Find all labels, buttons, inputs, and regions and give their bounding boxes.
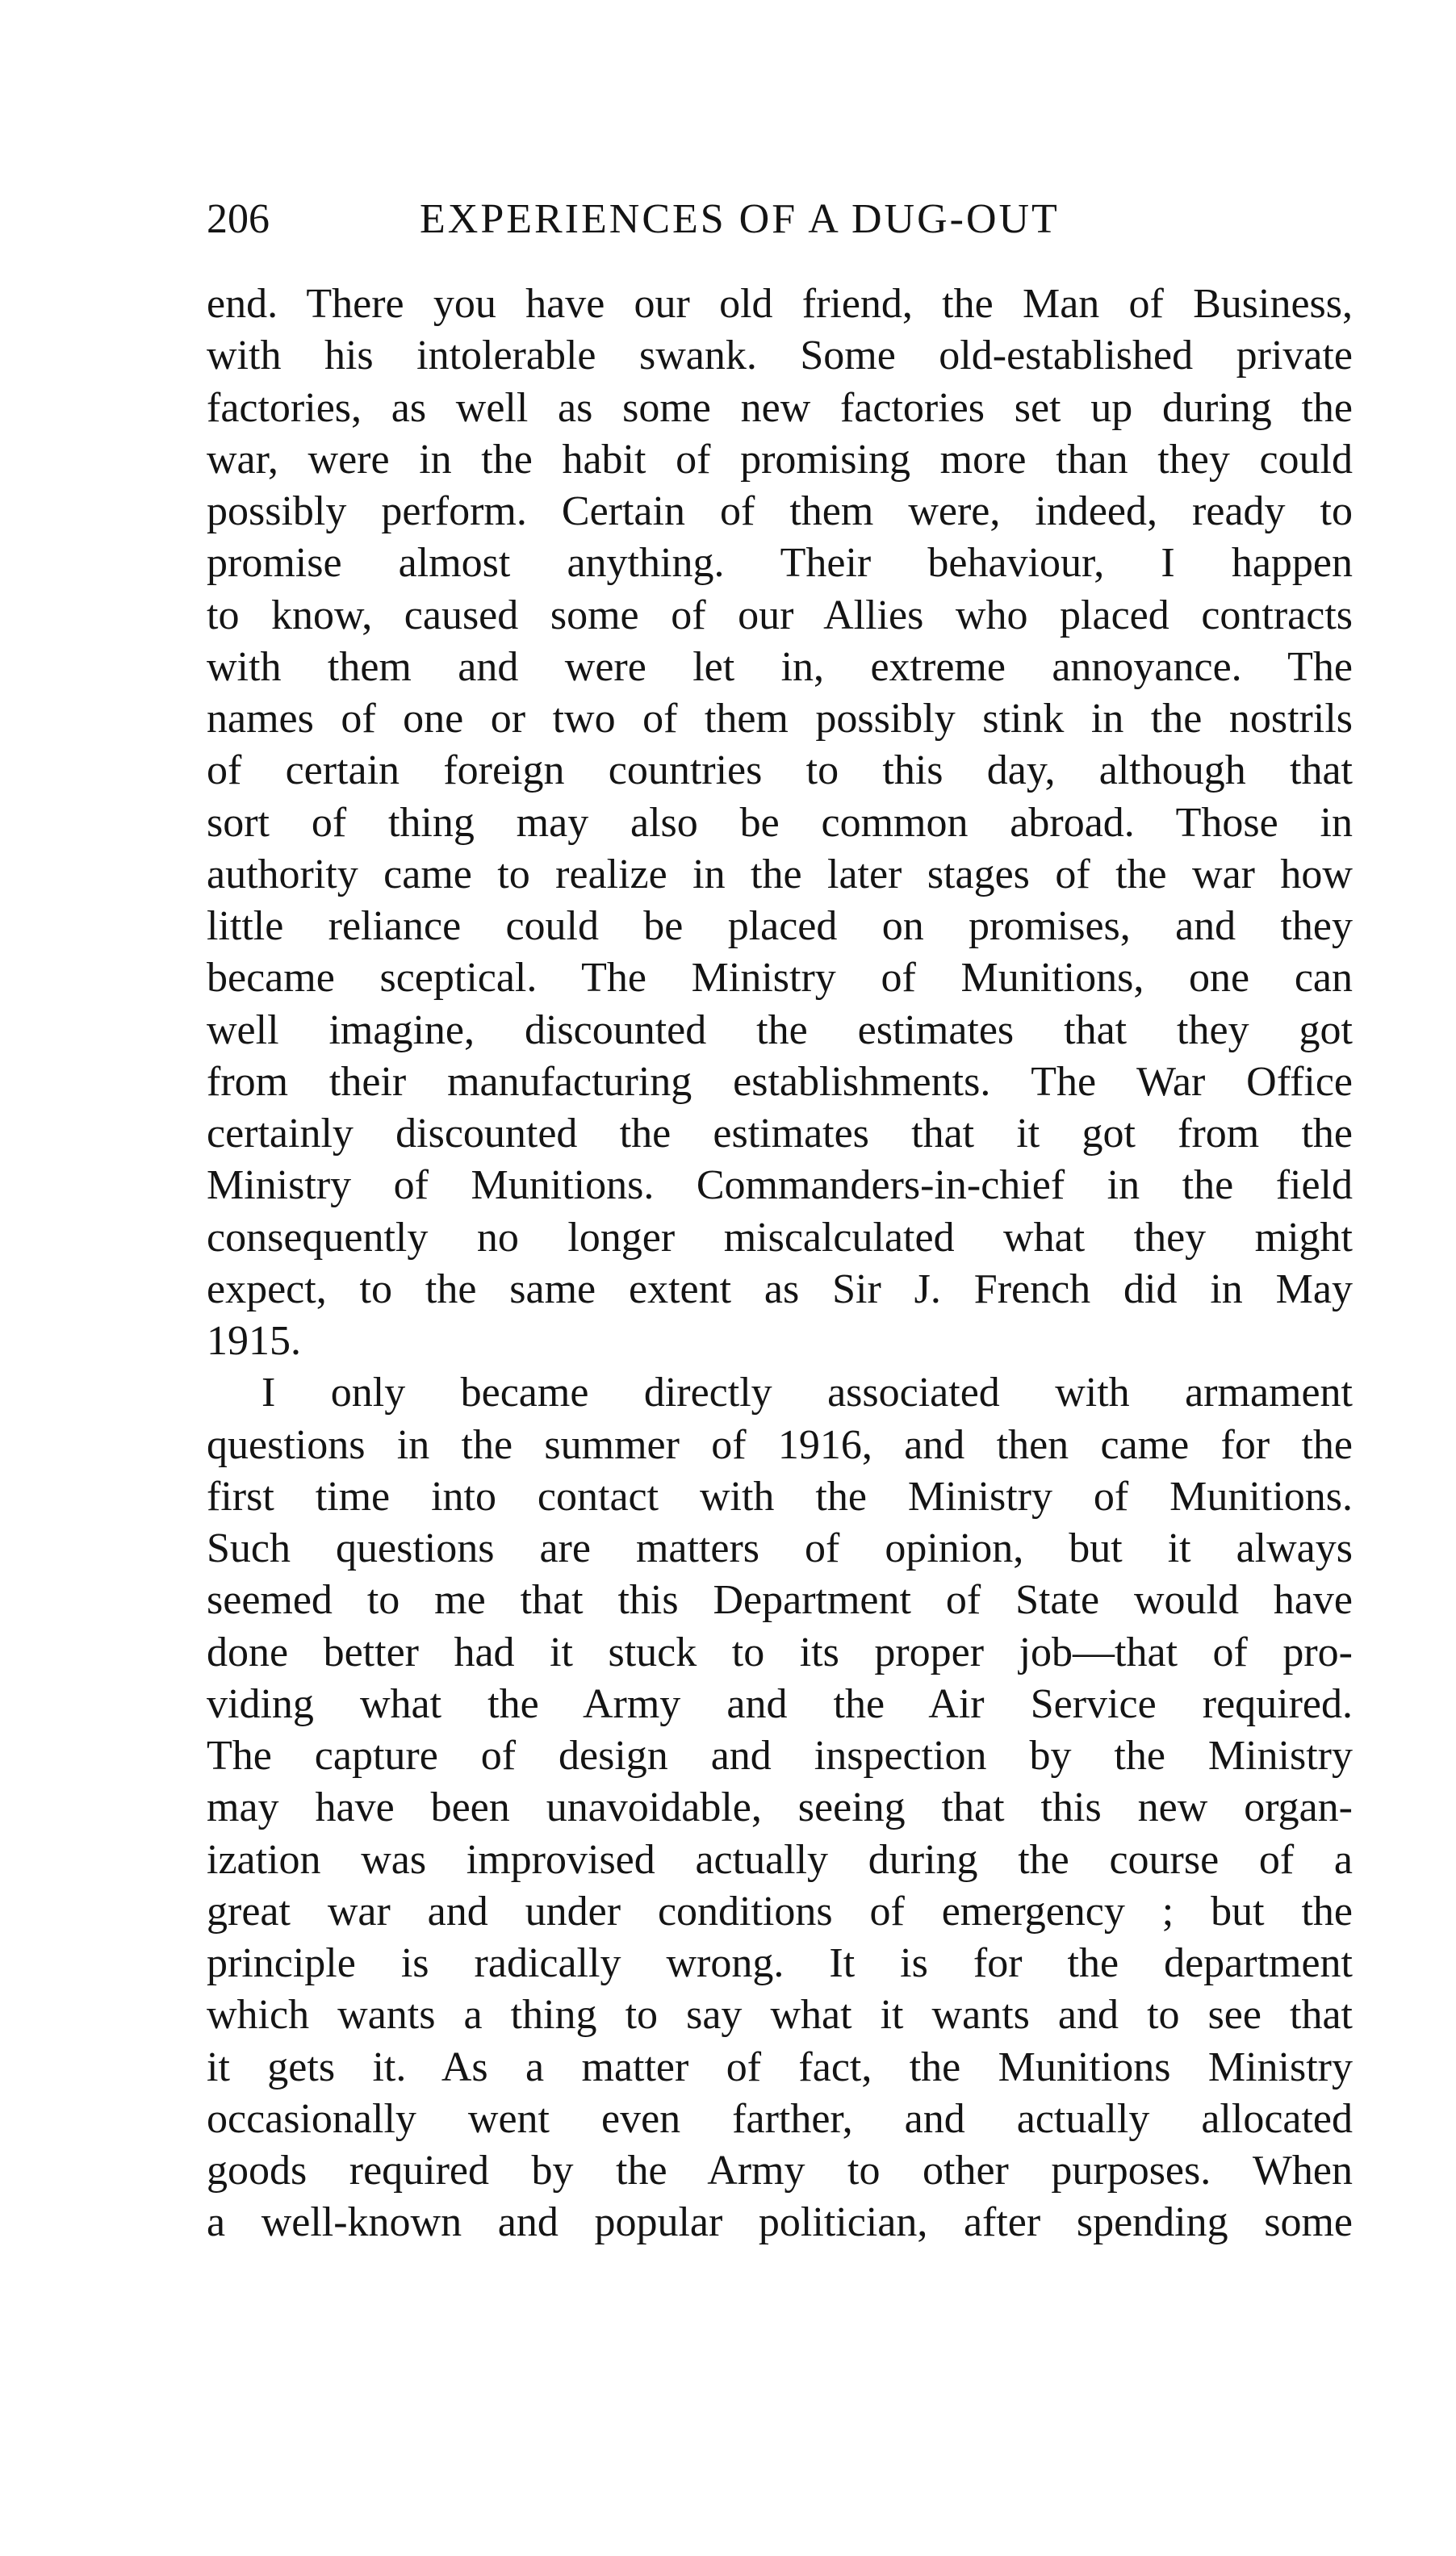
text-line: with his intolerable swank. Some old-established private bbox=[207, 333, 1353, 379]
text-line: promise almost anything. Their behaviour, I happen bbox=[207, 540, 1353, 587]
body-text bbox=[207, 278, 1353, 2249]
text-line: first time into contact with the Ministry of Munitions. bbox=[207, 1473, 1353, 1520]
text-line: viding what the Army and the Air Service required. bbox=[207, 1680, 1353, 1727]
text-line: Such questions are matters of opinion, but it always bbox=[207, 1525, 1353, 1571]
text-line: certainly discounted the estimates that it got from the bbox=[207, 1111, 1353, 1157]
text-line: authority came to realize in the later stages of the war how bbox=[207, 851, 1353, 897]
page-number: 206 bbox=[207, 196, 270, 242]
text-line: which wants a thing to say what it wants and to see that bbox=[207, 1992, 1353, 2039]
text-line: great war and under conditions of emergency ; but the bbox=[207, 1888, 1353, 1935]
text-line: little reliance could be placed on promises, and they bbox=[207, 903, 1353, 949]
text-line: consequently no longer miscalculated what they might bbox=[207, 1214, 1353, 1261]
text-line: from their manufacturing establishments. The War Office bbox=[207, 1058, 1353, 1105]
text-line: sort of thing may also be common abroad. Those in bbox=[207, 799, 1353, 846]
running-head bbox=[207, 187, 1353, 252]
text-line: it gets it. As a matter of fact, the Munitions Ministry bbox=[207, 2044, 1353, 2090]
text-line: of certain foreign countries to this day, although that bbox=[207, 747, 1353, 794]
text-line: factories, as well as some new factories set up during the bbox=[207, 384, 1353, 431]
text-line: done better had it stuck to its proper job—that of pro- bbox=[207, 1629, 1353, 1675]
text-line: occasionally went even farther, and actually allocated bbox=[207, 2095, 1353, 2142]
text-line: names of one or two of them possibly stink in the nostrils bbox=[207, 696, 1353, 742]
text-line: with them and were let in, extreme annoyance. The bbox=[207, 643, 1353, 690]
paragraph-end-line: 1915. bbox=[207, 1318, 301, 1364]
text-line: questions in the summer of 1916, and then came for the bbox=[207, 1421, 1353, 1468]
text-line: goods required by the Army to other purposes. When bbox=[207, 2148, 1353, 2194]
text-line: well imagine, discounted the estimates that they got bbox=[207, 1006, 1353, 1053]
text-line: war, were in the habit of promising more than they could bbox=[207, 436, 1353, 483]
text-line: principle is radically wrong. It is for the department bbox=[207, 1940, 1353, 1986]
text-line: Ministry of Munitions. Commanders-in-chief in the field bbox=[207, 1162, 1353, 1209]
paragraph-start-line: I only became directly associated with armament bbox=[261, 1370, 1353, 1416]
text-line: a well-known and popular politician, after spending some bbox=[207, 2199, 1353, 2246]
text-line: became sceptical. The Ministry of Munitions, one can bbox=[207, 955, 1353, 1002]
text-line: possibly perform. Certain of them were, indeed, ready to bbox=[207, 488, 1353, 534]
text-line: seemed to me that this Department of State would have bbox=[207, 1577, 1353, 1624]
running-title: EXPERIENCES OF A DUG-OUT bbox=[420, 196, 1060, 242]
text-line: expect, to the same extent as Sir J. French did in May bbox=[207, 1265, 1353, 1312]
text-line: to know, caused some of our Allies who placed contracts bbox=[207, 592, 1353, 638]
text-line: ization was improvised actually during the course of a bbox=[207, 1836, 1353, 1883]
text-line: may have been unavoidable, seeing that this new organ- bbox=[207, 1784, 1353, 1831]
text-line: end. There you have our old friend, the Man of Business, bbox=[207, 281, 1353, 327]
text-line: The capture of design and inspection by the Ministry bbox=[207, 1733, 1353, 1779]
